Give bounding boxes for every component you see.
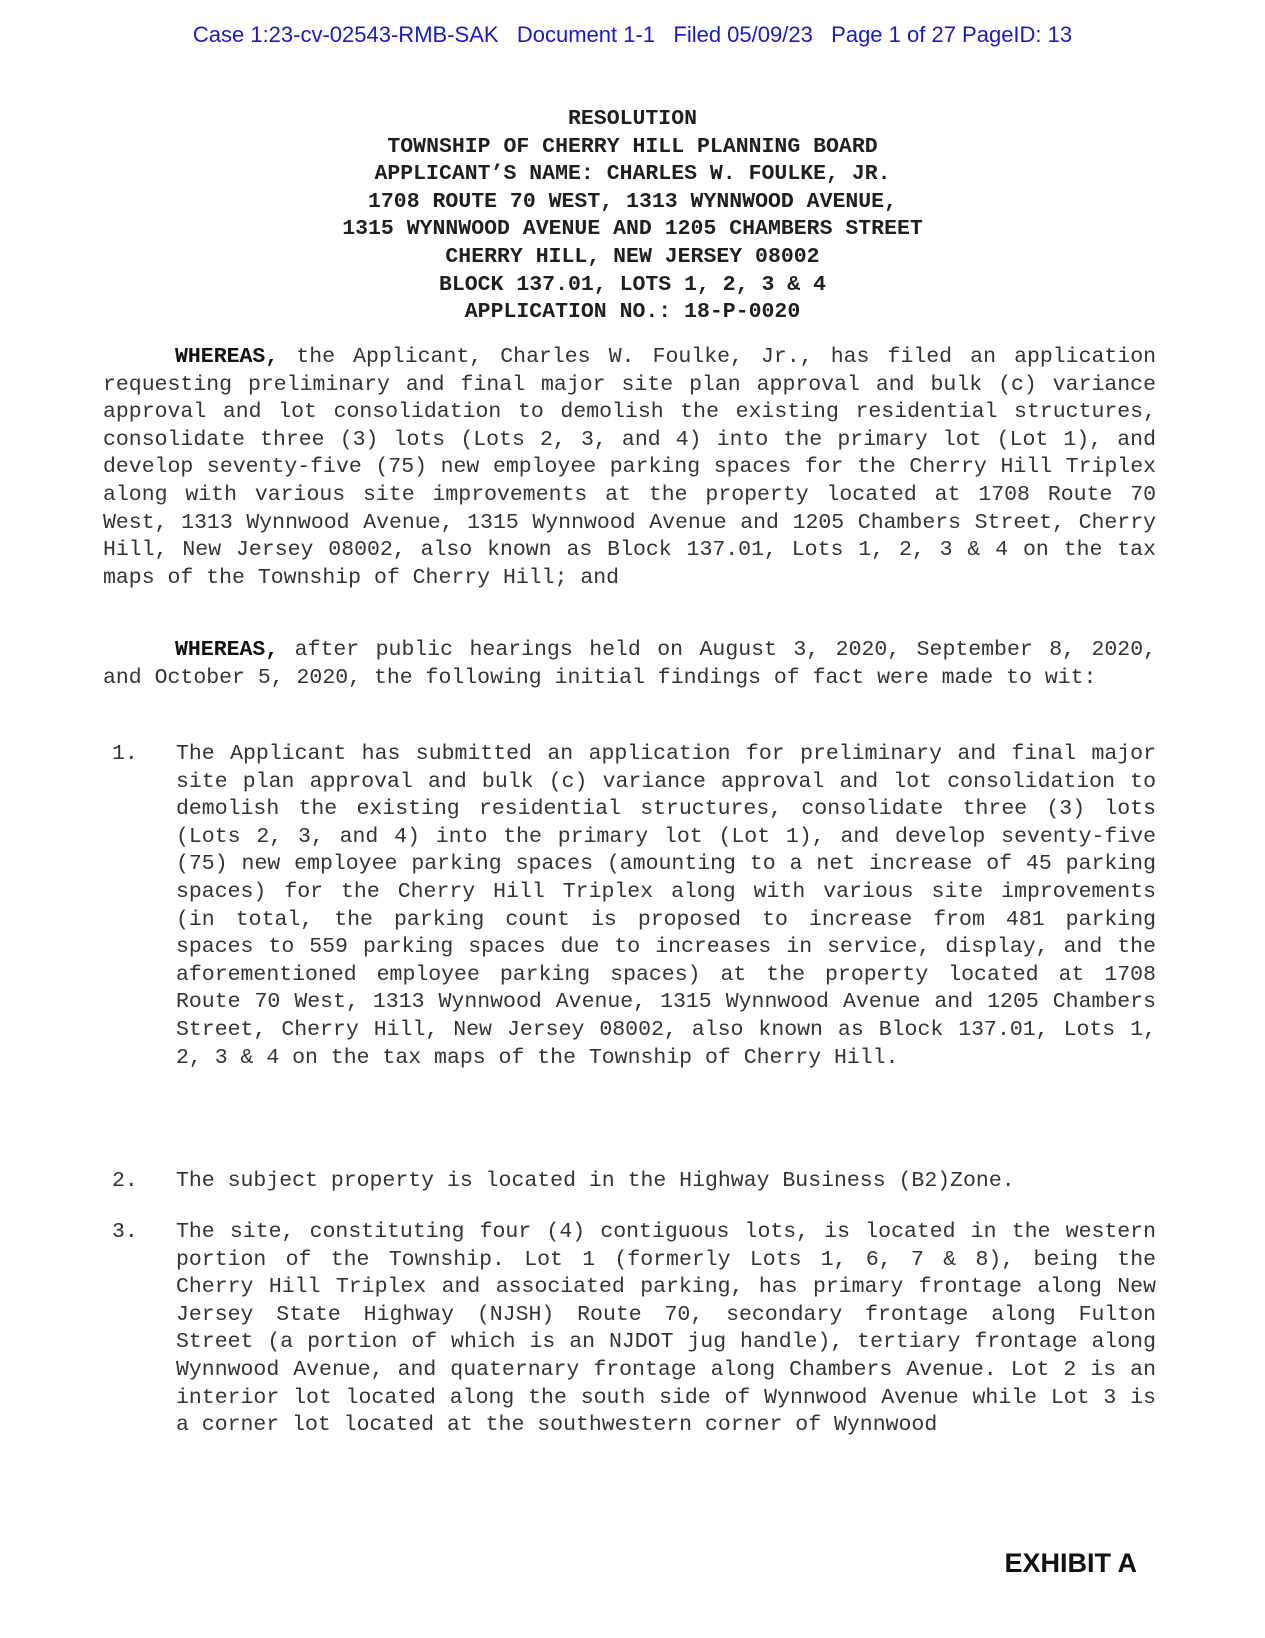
finding-item-3	[103, 1219, 1156, 1440]
whereas-paragraph-2	[103, 637, 1156, 692]
item-text: The site, constituting four (4) contiguous lots, is located in the western portion of the Township. Lot 1 (formerly Lots 1, 6, 7 & 8), being the Cherry Hill Triplex and associated parking, has primary frontage along New Jersey State Highway (NJSH) Route 70, secondary frontage along Fulton Street (a portion of which is an NJDOT jug handle), tertiary frontage along Wynnwood Avenue, and quaternary frontage along Chambers Avenue. Lot 2 is an interior lot located along the south side of Wynnwood Avenue while Lot 3 is a corner lot located at the southwestern corner of Wynnwood	[176, 1220, 1156, 1438]
item-number: 2.	[112, 1169, 138, 1193]
whereas-paragraph-1	[103, 344, 1156, 592]
case-header: Case 1:23-cv-02543-RMB-SAK Document 1-1 Filed 05/09/23 Page 1 of 27 PageID: 13	[192, 22, 1073, 47]
paragraph-text: after public hearings held on August 3, 2020, September 8, 2020, and October 5, 2020, the following initial findings of fact were made to wit:	[103, 638, 1156, 690]
title-line: RESOLUTION	[567, 107, 698, 131]
paragraph-text: the Applicant, Charles W. Foulke, Jr., has filed an application requesting preliminary and final major site plan approval and bulk (c) variance approval and lot consolidation to demolish the existing residential structures, consolidate three (3) lots (Lots 2, 3, and 4) into the primary lot (Lot 1), and develop seventy-five (75) new employee parking spaces for the Cherry Hill Triplex along with various site improvements at the property located at 1708 Route 70 West, 1313 Wynnwood Avenue, 1315 Wynnwood Avenue and 1205 Chambers Street, Cherry Hill, New Jersey 08002, also known as Block 137.01, Lots 1, 2, 3 & 4 on the tax maps of the Township of Cherry Hill; and	[103, 345, 1156, 590]
item-text: The Applicant has submitted an application for preliminary and final major site plan approval and bulk (c) variance approval and lot consolidation to demolish the existing residential structures, consolidate three (3) lots (Lots 2, 3, and 4) into the primary lot (Lot 1), and develop seventy-five (75) new employee parking spaces (amounting to a net increase of 45 parking spaces) for the Cherry Hill Triplex along with various site improvements (in total, the parking count is proposed to increase from 481 parking spaces to 559 parking spaces due to increases in service, display, and the aforementioned employee parking spaces) at the property located at 1708 Route 70 West, 1313 Wynnwood Avenue, 1315 Wynnwood Avenue and 1205 Chambers Street, Cherry Hill, New Jersey 08002, also known as Block 137.01, Lots 1, 2, 3 & 4 on the tax maps of the Township of Cherry Hill.	[176, 742, 1156, 1070]
title-line: APPLICANT’S NAME: CHARLES W. FOULKE, JR.	[374, 162, 891, 187]
finding-item-1	[103, 741, 1156, 1072]
whereas-lead: WHEREAS,	[175, 638, 279, 662]
item-text: The subject property is located in the Highway Business (B2)Zone.	[176, 1169, 1015, 1193]
title-line: 1708 ROUTE 70 WEST, 1313 WYNNWOOD AVENUE,	[368, 189, 897, 214]
resolution-title-block	[0, 106, 1265, 327]
finding-item-2	[103, 1168, 1156, 1196]
item-number: 3.	[112, 1220, 138, 1244]
title-line: BLOCK 137.01, LOTS 1, 2, 3 & 4	[438, 272, 827, 297]
title-line: 1315 WYNNWOOD AVENUE AND 1205 CHAMBERS STREET	[342, 217, 923, 242]
title-line: CHERRY HILL, NEW JERSEY 08002	[445, 244, 820, 269]
whereas-lead: WHEREAS,	[175, 345, 279, 369]
item-number: 1.	[112, 742, 138, 766]
exhibit-label: EXHIBIT A	[1004, 1548, 1137, 1578]
title-line: APPLICATION NO.: 18-P-0020	[464, 300, 801, 325]
title-line: TOWNSHIP OF CHERRY HILL PLANNING BOARD	[387, 134, 878, 159]
